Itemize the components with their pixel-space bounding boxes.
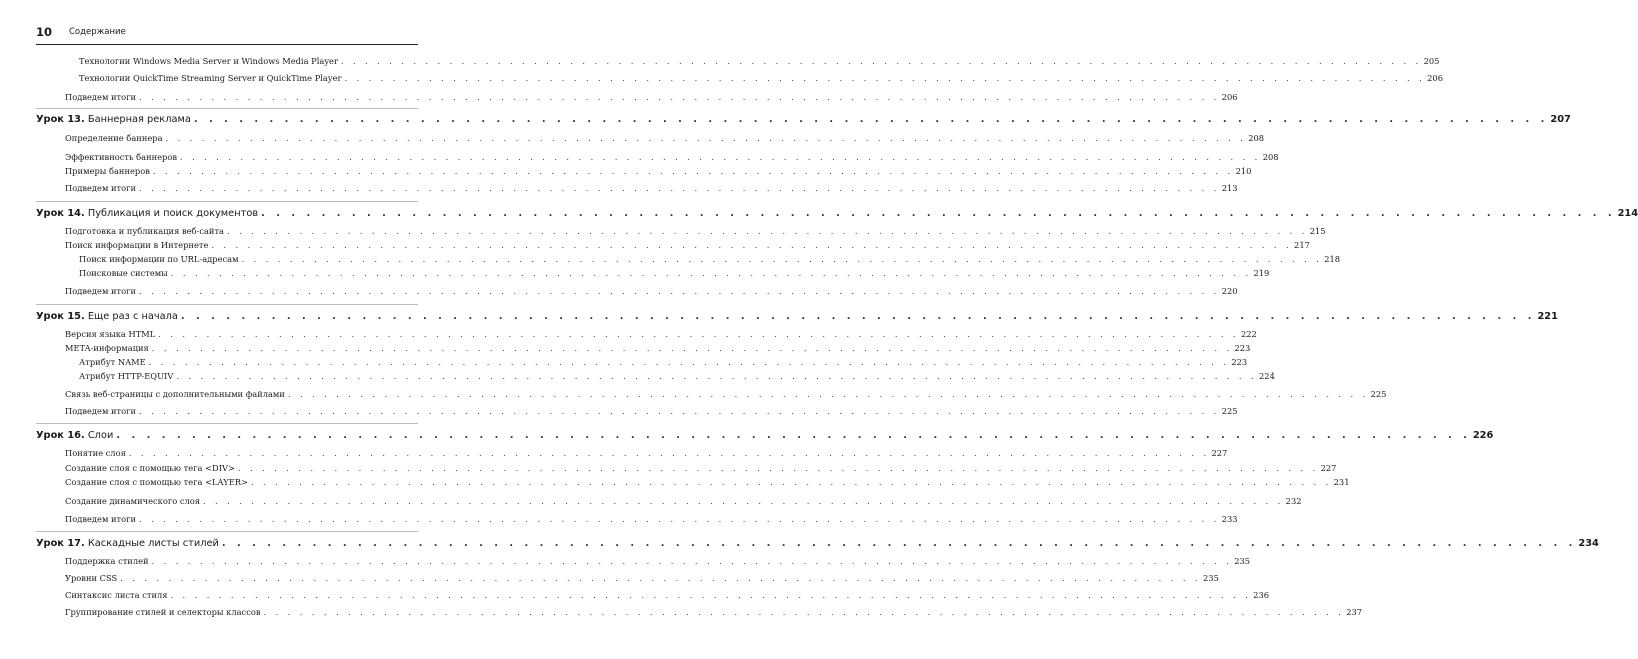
lesson-page: 214	[1617, 208, 1638, 219]
toc-entry-page: 213	[1221, 183, 1238, 193]
lesson-number: Урок 16.	[36, 430, 85, 441]
toc-entry-page: 225	[1370, 389, 1387, 399]
lesson-heading[interactable]	[36, 208, 1638, 222]
dot-leader: . . . . . . . . . . . . . . . . . . . . . . . . . . . . . . . . . . . . . . . . . . . . . . . . . . . . . . . . . . . . . . . . . . . . . . . . . . . . . . . . . . . . . . . . . .	[158, 329, 1239, 339]
dot-leader: . . . . . . . . . . . . . . . . . . . . . . . . . . . . . . . . . . . . . . . . . . . . . . . . . . . . . . . . . . . . . . . . . . . . . . . . . . . . . . . . . . . . . . . . . .	[170, 590, 1252, 600]
toc-entry[interactable]	[65, 152, 1279, 164]
lesson-heading[interactable]	[36, 114, 1571, 128]
toc-entry[interactable]	[65, 133, 1265, 145]
toc-entry-page: 220	[1221, 286, 1238, 296]
toc-entry-title: Атрибут HTTP-EQUIV	[79, 371, 174, 381]
toc-entry-page: 206	[1427, 73, 1443, 83]
dot-leader: . . . . . . . . . . . . . . . . . . . . . . . . . . . . . . . . . . . . . . . . . . . . . . . . . . . . . . . . . . . . . . . . . . . . . . . . . . . . . . . . . . . . . . . . . .	[170, 268, 1252, 278]
toc-entry-title: Технологии Windows Media Server и Windows Media Player	[79, 56, 338, 66]
dot-leader: . . . . . . . . . . . . . . . . . . . . . . . . . . . . . . . . . . . . . . . . . . . . . . . . . . . . . . . . . . . . . . . . . . . . . . . . . . . . . . . . . . . . . . . . . .	[340, 56, 1422, 66]
section-title: Содержание	[69, 27, 126, 37]
dot-leader: . . . . . . . . . . . . . . . . . . . . . . . . . . . . . . . . . . . . . . . . . . . . . . . . . . . . . . . . . . . . . . . . . . . . . . . . . . . . . . . . . . . . . . . . . .	[237, 463, 1319, 473]
toc-entry[interactable]	[65, 477, 1350, 489]
lesson-title	[36, 208, 261, 219]
toc-entry[interactable]	[65, 92, 1238, 104]
dot-leader: . . . . . . . . . . . . . . . . . . . . . . . . . . . . . . . . . . . . . . . . . . . . . . . . . . . . . . . . . . . . . . . . . . . . . . . . . . . . . . . . . . . . . . . . . .	[165, 133, 1247, 143]
section-divider	[36, 423, 418, 424]
dot-leader: . . . . . . . . . . . . . . . . . . . . . . . . . . . . . . . . . . . . . . . . . . . . . . . . . . . . . . . . . . . . . . . . . . . . . . . . . . . . . . . . . . . . . . . . . .	[261, 208, 1616, 219]
toc-entry-page: 218	[1324, 254, 1341, 264]
dot-leader: . . . . . . . . . . . . . . . . . . . . . . . . . . . . . . . . . . . . . . . . . . . . . . . . . . . . . . . . . . . . . . . . . . . . . . . . . . . . . . . . . . . . . . . . . .	[227, 226, 1308, 236]
dot-leader: . . . . . . . . . . . . . . . . . . . . . . . . . . . . . . . . . . . . . . . . . . . . . . . . . . . . . . . . . . . . . . . . . . . . . . . . . . . . . . . . . . . . . . . . . .	[176, 371, 1258, 381]
header-rule	[36, 44, 418, 45]
toc-entry-page: 215	[1309, 226, 1326, 236]
dot-leader: . . . . . . . . . . . . . . . . . . . . . . . . . . . . . . . . . . . . . . . . . . . . . . . . . . . . . . . . . . . . . . . . . . . . . . . . . . . . . . . . . . . . . . . . . .	[180, 152, 1261, 162]
toc-entry[interactable]	[65, 226, 1326, 238]
toc-entry[interactable]	[65, 463, 1337, 475]
dot-leader: . . . . . . . . . . . . . . . . . . . . . . . . . . . . . . . . . . . . . . . . . . . . . . . . . . . . . . . . . . . . . . . . . . . . . . . . . . . . . . . . . . . . . . . . . .	[221, 538, 1577, 549]
dot-leader: . . . . . . . . . . . . . . . . . . . . . . . . . . . . . . . . . . . . . . . . . . . . . . . . . . . . . . . . . . . . . . . . . . . . . . . . . . . . . . . . . . . . . . . . . .	[139, 406, 1220, 416]
lesson-title	[36, 114, 194, 125]
lesson-name: Каскадные листы стилей	[87, 538, 219, 549]
toc-entry-title: Подведем итоги	[65, 92, 137, 102]
toc-entry[interactable]	[79, 357, 1248, 369]
lesson-page: 221	[1537, 311, 1558, 322]
lesson-name: Слои	[87, 430, 114, 441]
toc-entry-page: 206	[1221, 92, 1238, 102]
dot-leader: . . . . . . . . . . . . . . . . . . . . . . . . . . . . . . . . . . . . . . . . . . . . . . . . . . . . . . . . . . . . . . . . . . . . . . . . . . . . . . . . . . . . . . . . . .	[139, 286, 1220, 296]
toc-entry-title: Подготовка и публикация веб-сайта	[65, 226, 224, 236]
toc-entry[interactable]	[65, 448, 1228, 460]
section-divider	[36, 304, 418, 305]
toc-entry-title: Поиск информации по URL-адресам	[79, 254, 239, 264]
toc-entry-page: 225	[1221, 406, 1238, 416]
lesson-page: 234	[1578, 538, 1599, 549]
toc-entry-title: Поисковые системы	[79, 268, 168, 278]
toc-entry-page: 217	[1294, 240, 1310, 250]
lesson-page: 226	[1472, 430, 1494, 441]
toc-entry[interactable]	[79, 56, 1440, 68]
toc-entry-title: Создание динамического слоя	[65, 496, 200, 506]
toc-entry-title: Синтаксис листа стиля	[65, 590, 168, 600]
lesson-number: Урок 17.	[36, 538, 85, 549]
toc-entry-title: Примеры баннеров	[65, 166, 150, 176]
toc-entry[interactable]	[65, 166, 1252, 178]
toc-entry[interactable]	[65, 590, 1270, 602]
dot-leader: . . . . . . . . . . . . . . . . . . . . . . . . . . . . . . . . . . . . . . . . . . . . . . . . . . . . . . . . . . . . . . . . . . . . . . . . . . . . . . . . . . . . . . . . . .	[120, 573, 1201, 583]
lesson-page: 207	[1550, 114, 1571, 125]
toc-entry-title: Определение баннера	[65, 133, 163, 143]
toc-entry-page: 231	[1333, 477, 1350, 487]
lesson-heading[interactable]	[36, 538, 1599, 552]
dot-leader: . . . . . . . . . . . . . . . . . . . . . . . . . . . . . . . . . . . . . . . . . . . . . . . . . . . . . . . . . . . . . . . . . . . . . . . . . . . . . . . . . . . . . . . . . .	[263, 607, 1345, 617]
lesson-heading[interactable]	[36, 430, 1494, 444]
dot-leader: . . . . . . . . . . . . . . . . . . . . . . . . . . . . . . . . . . . . . . . . . . . . . . . . . . . . . . . . . . . . . . . . . . . . . . . . . . . . . . . . . . . . . . . . . .	[193, 114, 1549, 125]
toc-entry-page: 235	[1202, 573, 1219, 583]
toc-entry-page: 227	[1320, 463, 1337, 473]
toc-entry-page: 219	[1253, 268, 1270, 278]
toc-entry-page: 208	[1262, 152, 1279, 162]
toc-entry[interactable]	[65, 607, 1363, 619]
toc-entry[interactable]	[79, 73, 1443, 85]
dot-leader: . . . . . . . . . . . . . . . . . . . . . . . . . . . . . . . . . . . . . . . . . . . . . . . . . . . . . . . . . . . . . . . . . . . . . . . . . . . . . . . . . . . . . . . . . .	[180, 311, 1536, 322]
lesson-title	[36, 538, 222, 549]
dot-leader: . . . . . . . . . . . . . . . . . . . . . . . . . . . . . . . . . . . . . . . . . . . . . . . . . . . . . . . . . . . . . . . . . . . . . . . . . . . . . . . . . . . . . . . . . .	[250, 477, 1332, 487]
toc-entry-page: 224	[1259, 371, 1275, 381]
toc-entry-page: 205	[1423, 56, 1440, 66]
toc-entry-page: 232	[1285, 496, 1302, 506]
toc-entry-title: Создание слоя с помощью тега <DIV>	[65, 463, 235, 473]
toc-entry-title: Подведем итоги	[65, 183, 137, 193]
toc-entry-title: Связь веб-страницы с дополнительными файлами	[65, 389, 285, 399]
toc-entry[interactable]	[65, 406, 1238, 418]
toc-entry[interactable]	[65, 514, 1238, 526]
dot-leader: . . . . . . . . . . . . . . . . . . . . . . . . . . . . . . . . . . . . . . . . . . . . . . . . . . . . . . . . . . . . . . . . . . . . . . . . . . . . . . . . . . . . . . . . . .	[151, 556, 1233, 566]
toc-entry[interactable]	[79, 371, 1275, 383]
dot-leader: . . . . . . . . . . . . . . . . . . . . . . . . . . . . . . . . . . . . . . . . . . . . . . . . . . . . . . . . . . . . . . . . . . . . . . . . . . . . . . . . . . . . . . . . . .	[287, 389, 1369, 399]
dot-leader: . . . . . . . . . . . . . . . . . . . . . . . . . . . . . . . . . . . . . . . . . . . . . . . . . . . . . . . . . . . . . . . . . . . . . . . . . . . . . . . . . . . . . . . . . .	[139, 514, 1220, 524]
page-number: 10	[36, 25, 53, 39]
dot-leader: . . . . . . . . . . . . . . . . . . . . . . . . . . . . . . . . . . . . . . . . . . . . . . . . . . . . . . . . . . . . . . . . . . . . . . . . . . . . . . . . . . . . . . . . . .	[148, 357, 1230, 367]
toc-entry-title: Подведем итоги	[65, 514, 137, 524]
toc-entry[interactable]	[65, 556, 1251, 568]
lesson-name: Еще раз с начала	[87, 311, 178, 322]
dot-leader: . . . . . . . . . . . . . . . . . . . . . . . . . . . . . . . . . . . . . . . . . . . . . . . . . . . . . . . . . . . . . . . . . . . . . . . . . . . . . . . . . . . . . . . . . .	[116, 430, 1471, 441]
toc-entry[interactable]	[79, 254, 1341, 266]
page-header	[36, 24, 418, 40]
toc-entry-title: Поддержка стилей	[65, 556, 149, 566]
toc-entry[interactable]	[65, 496, 1302, 508]
dot-leader: . . . . . . . . . . . . . . . . . . . . . . . . . . . . . . . . . . . . . . . . . . . . . . . . . . . . . . . . . . . . . . . . . . . . . . . . . . . . . . . . . . . . . . . . . .	[139, 183, 1220, 193]
toc-entry-title: Версия языка HTML	[65, 329, 156, 339]
toc-entry-title: META-информация	[65, 343, 149, 353]
section-divider	[36, 531, 418, 532]
toc-entry[interactable]	[65, 329, 1257, 341]
lesson-name: Публикация и поиск документов	[87, 208, 259, 219]
dot-leader: . . . . . . . . . . . . . . . . . . . . . . . . . . . . . . . . . . . . . . . . . . . . . . . . . . . . . . . . . . . . . . . . . . . . . . . . . . . . . . . . . . . . . . . . . .	[128, 448, 1210, 458]
toc-entry[interactable]	[65, 240, 1310, 252]
toc-entry-page: 223	[1234, 343, 1251, 353]
section-divider	[36, 108, 418, 109]
toc-entry-title: Поиск информации в Интернете	[65, 240, 209, 250]
toc-entry[interactable]	[79, 268, 1270, 280]
toc-entry[interactable]	[65, 286, 1238, 298]
toc-entry-page: 223	[1231, 357, 1248, 367]
lesson-name: Баннерная реклама	[87, 114, 191, 125]
toc-entry-title: Эффективность баннеров	[65, 152, 178, 162]
section-divider	[36, 201, 418, 202]
lesson-title	[36, 430, 116, 441]
toc-entry-page: 227	[1211, 448, 1228, 458]
dot-leader: . . . . . . . . . . . . . . . . . . . . . . . . . . . . . . . . . . . . . . . . . . . . . . . . . . . . . . . . . . . . . . . . . . . . . . . . . . . . . . . . . . . . . . . . . .	[139, 92, 1220, 102]
lesson-number: Урок 14.	[36, 208, 85, 219]
toc-entry-title: Подведем итоги	[65, 286, 137, 296]
toc-entry-page: 208	[1248, 133, 1265, 143]
toc-entry-title: Уровни CSS	[65, 573, 118, 583]
dot-leader: . . . . . . . . . . . . . . . . . . . . . . . . . . . . . . . . . . . . . . . . . . . . . . . . . . . . . . . . . . . . . . . . . . . . . . . . . . . . . . . . . . . . . . . . . .	[211, 240, 1293, 250]
dot-leader: . . . . . . . . . . . . . . . . . . . . . . . . . . . . . . . . . . . . . . . . . . . . . . . . . . . . . . . . . . . . . . . . . . . . . . . . . . . . . . . . . . . . . . . . . .	[202, 496, 1284, 506]
toc-entry-title: Группирование стилей и селекторы классов	[65, 607, 261, 617]
dot-leader: . . . . . . . . . . . . . . . . . . . . . . . . . . . . . . . . . . . . . . . . . . . . . . . . . . . . . . . . . . . . . . . . . . . . . . . . . . . . . . . . . . . . . . . . . .	[344, 73, 1426, 83]
toc-entry-page: 237	[1346, 607, 1363, 617]
toc-entry[interactable]	[65, 343, 1251, 355]
toc-entry-page: 210	[1235, 166, 1252, 176]
toc-entry-title: Создание слоя с помощью тега <LAYER>	[65, 477, 248, 487]
toc-entry-title: Понятие слоя	[65, 448, 126, 458]
toc-entry-page: 222	[1240, 329, 1257, 339]
toc-entry-page: 236	[1253, 590, 1270, 600]
toc-entry[interactable]	[65, 183, 1238, 195]
toc-entry[interactable]	[65, 389, 1387, 401]
dot-leader: . . . . . . . . . . . . . . . . . . . . . . . . . . . . . . . . . . . . . . . . . . . . . . . . . . . . . . . . . . . . . . . . . . . . . . . . . . . . . . . . . . . . . . . . . .	[151, 343, 1233, 353]
lesson-title	[36, 311, 181, 322]
dot-leader: . . . . . . . . . . . . . . . . . . . . . . . . . . . . . . . . . . . . . . . . . . . . . . . . . . . . . . . . . . . . . . . . . . . . . . . . . . . . . . . . . . . . . . . . . .	[241, 254, 1323, 264]
toc-entry-page: 233	[1221, 514, 1238, 524]
lesson-heading[interactable]	[36, 311, 1558, 325]
toc-entry-title: Атрибут NAME	[79, 357, 146, 367]
lesson-number: Урок 13.	[36, 114, 85, 125]
dot-leader: . . . . . . . . . . . . . . . . . . . . . . . . . . . . . . . . . . . . . . . . . . . . . . . . . . . . . . . . . . . . . . . . . . . . . . . . . . . . . . . . . . . . . . . . . .	[152, 166, 1234, 176]
toc-entry[interactable]	[65, 573, 1219, 585]
toc-entry-page: 235	[1234, 556, 1251, 566]
toc-entry-title: Подведем итоги	[65, 406, 137, 416]
lesson-number: Урок 15.	[36, 311, 85, 322]
toc-entry-title: Технологии QuickTime Streaming Server и QuickTime Player	[79, 73, 342, 83]
